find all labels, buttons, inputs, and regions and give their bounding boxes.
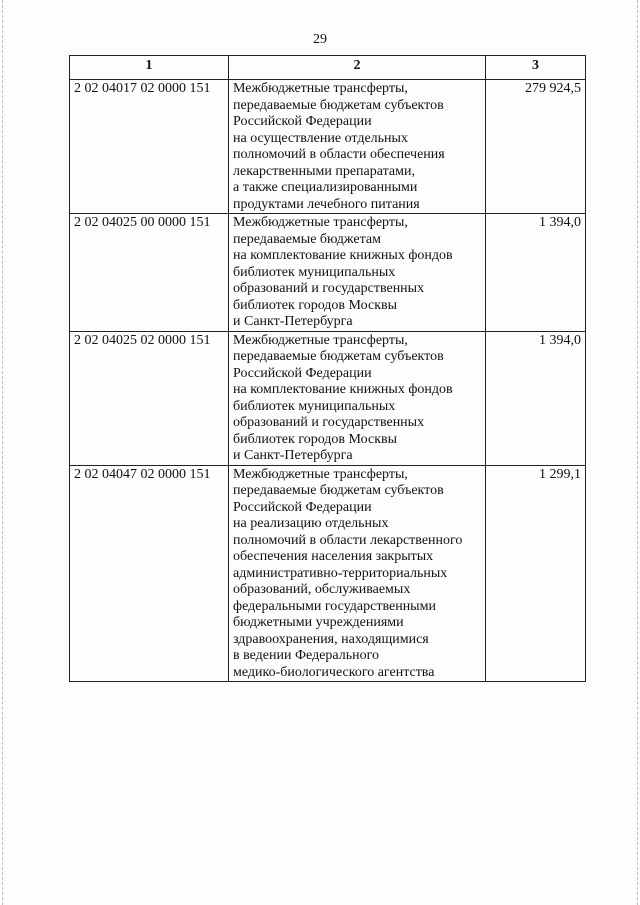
table-row xyxy=(70,80,586,214)
description-line: библиотек городов Москвы xyxy=(233,297,398,313)
description-line: здравоохранения, находящимися xyxy=(233,631,429,647)
description-line: Межбюджетные трансферты, xyxy=(233,466,408,482)
description-line: образований и государственных xyxy=(233,415,425,430)
description-line: библиотек городов Москвы xyxy=(233,431,398,447)
description-line: на реализацию отдельных xyxy=(233,516,389,531)
description-line: Межбюджетные трансферты, xyxy=(233,81,408,96)
description-line: библиотек муниципальных xyxy=(233,264,396,280)
column-header-2: 2 xyxy=(229,56,486,80)
description-line: и Санкт-Петербурга xyxy=(233,448,353,463)
description-line: на осуществление отдельных xyxy=(233,130,408,146)
description-line: Межбюджетные трансферты, xyxy=(233,215,408,230)
description-line: образований и государственных xyxy=(233,281,425,296)
budget-code-cell: 2 02 04025 02 0000 151 xyxy=(70,331,229,465)
description-line: передаваемые бюджетам субъектов xyxy=(233,349,444,364)
description-line: на комплектование книжных фондов xyxy=(233,248,453,263)
table-body xyxy=(70,80,586,682)
amount-cell: 1 394,0 xyxy=(486,214,586,332)
description-line: Российской Федерации xyxy=(233,365,372,381)
description-line: Российской Федерации xyxy=(233,499,372,515)
description-line: лекарственными препаратами, xyxy=(233,163,415,179)
table-row xyxy=(70,214,586,332)
description-cell xyxy=(229,80,486,214)
description-line: административно-территориальных xyxy=(233,565,448,581)
table-row xyxy=(70,331,586,465)
description-line: полномочий в области обеспечения xyxy=(233,147,445,162)
description-line: в ведении Федерального xyxy=(233,648,380,663)
description-cell xyxy=(229,465,486,682)
description-line: на комплектование книжных фондов xyxy=(233,382,453,397)
description-line: а также специализированными xyxy=(233,180,418,195)
description-line: передаваемые бюджетам субъектов xyxy=(233,97,444,113)
description-line: передаваемые бюджетам субъектов xyxy=(233,483,444,498)
description-line: библиотек муниципальных xyxy=(233,398,396,414)
amount-cell: 279 924,5 xyxy=(486,80,586,214)
page-right-edge xyxy=(637,0,638,905)
description-line: обеспечения населения закрытых xyxy=(233,549,434,564)
description-line: Межбюджетные трансферты, xyxy=(233,332,408,348)
description-line: Российской Федерации xyxy=(233,114,372,129)
amount-cell: 1 394,0 xyxy=(486,331,586,465)
column-header-1: 1 xyxy=(70,56,229,80)
description-line: полномочий в области лекарственного xyxy=(233,532,463,548)
table-header-row xyxy=(70,56,586,80)
column-header-3: 3 xyxy=(486,56,586,80)
description-line: и Санкт-Петербурга xyxy=(233,314,353,329)
budget-code-cell: 2 02 04017 02 0000 151 xyxy=(70,80,229,214)
description-line: федеральными государственными xyxy=(233,598,436,614)
description-line: передаваемые бюджетам xyxy=(233,231,381,247)
page-left-edge xyxy=(2,0,3,905)
description-line: продуктами лечебного питания xyxy=(233,196,420,212)
table-row xyxy=(70,465,586,682)
description-line: медико-биологического агентства xyxy=(233,664,435,680)
description-line: бюджетными учреждениями xyxy=(233,615,404,630)
budget-code-cell: 2 02 04047 02 0000 151 xyxy=(70,465,229,682)
budget-table xyxy=(69,55,586,682)
budget-code-cell: 2 02 04025 00 0000 151 xyxy=(70,214,229,332)
amount-cell: 1 299,1 xyxy=(486,465,586,682)
description-cell xyxy=(229,214,486,332)
page-number: 29 xyxy=(313,32,327,47)
description-line: образований, обслуживаемых xyxy=(233,582,411,597)
description-cell xyxy=(229,331,486,465)
